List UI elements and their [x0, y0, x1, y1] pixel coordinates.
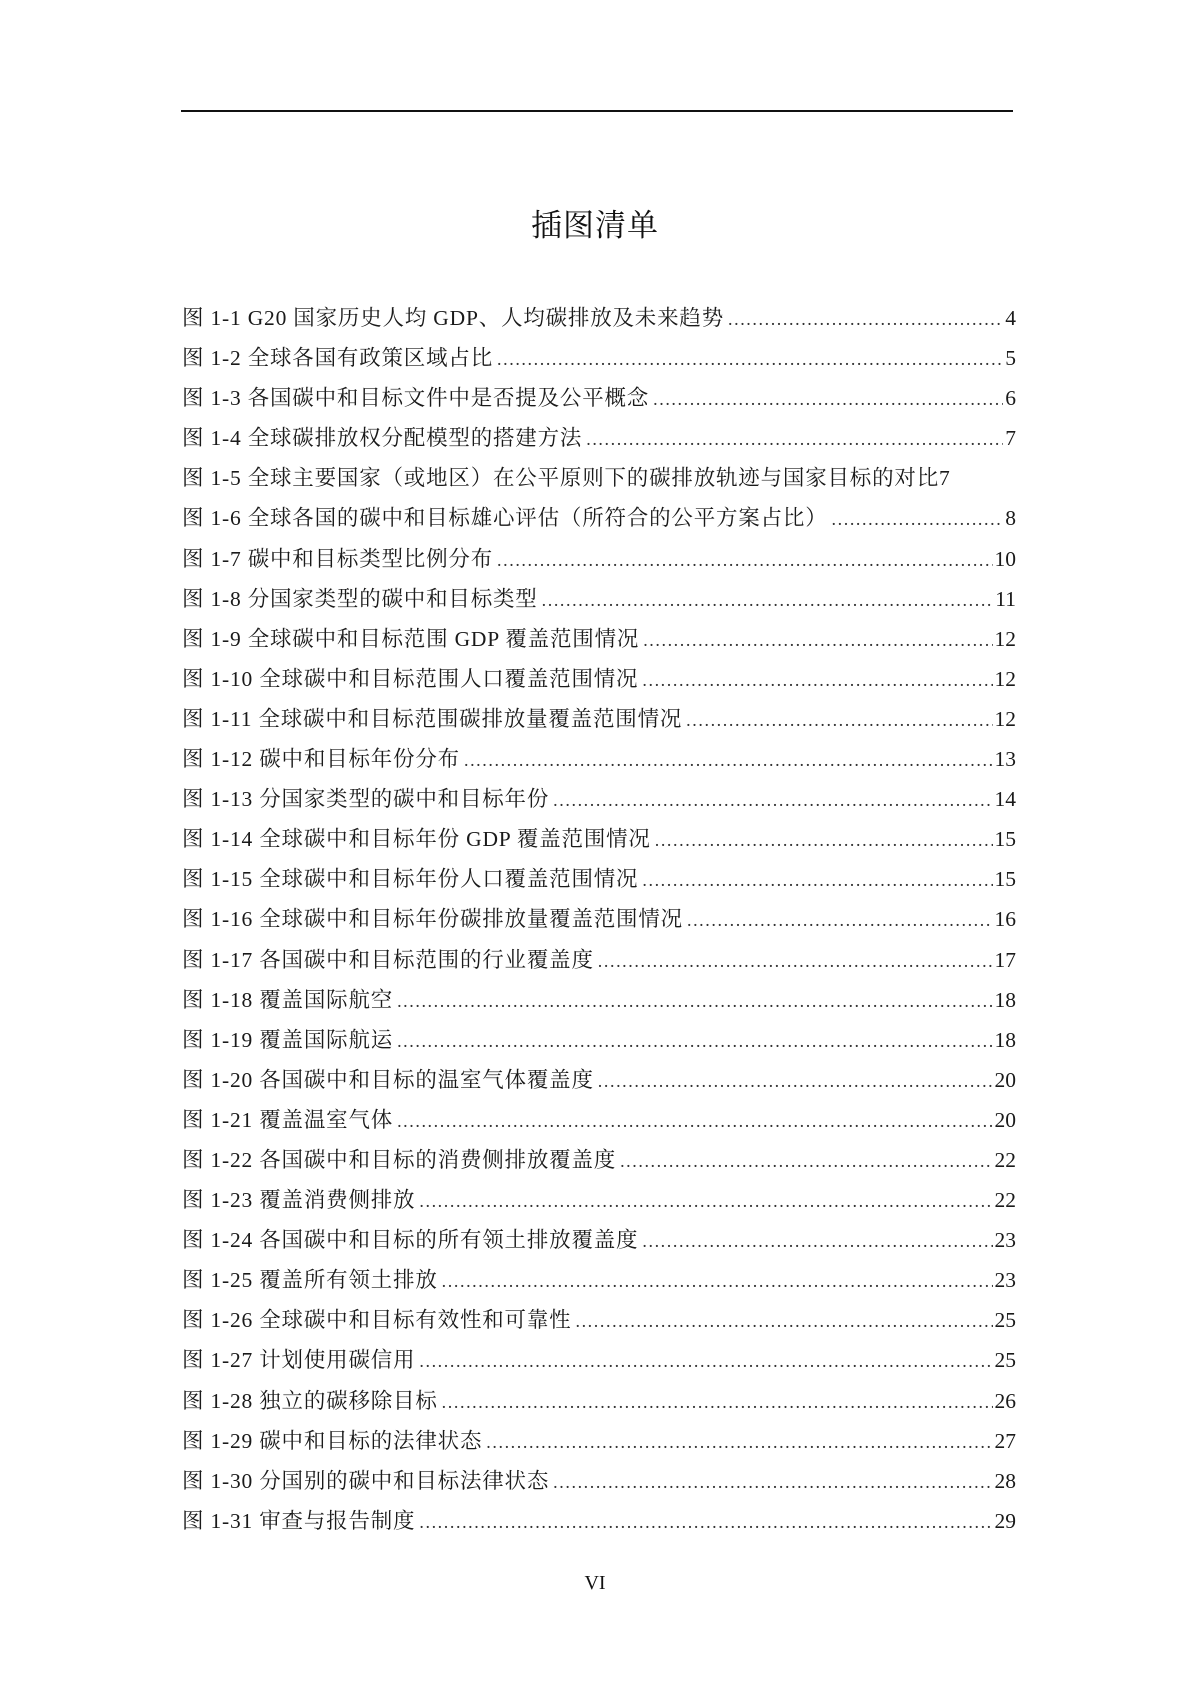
toc-entry[interactable] — [182, 1260, 1016, 1300]
toc-entry-page-number[interactable]: 23 — [994, 1228, 1016, 1253]
dot-leader — [397, 981, 992, 1021]
toc-entry-page-number[interactable]: 18 — [994, 987, 1016, 1012]
dot-leader — [655, 820, 993, 860]
dot-leader — [419, 1502, 992, 1542]
toc-entry[interactable] — [182, 1461, 1016, 1501]
toc-entry-page-number[interactable]: 5 — [1005, 346, 1016, 371]
dot-leader — [553, 780, 992, 820]
dot-leader — [642, 660, 992, 700]
toc-entry-title[interactable]: 图 1-28 独立的碳移除目标 — [182, 1388, 438, 1413]
toc-entry-page-number[interactable]: 13 — [994, 747, 1016, 772]
toc-entry-title[interactable]: 图 1-18 覆盖国际航空 — [182, 987, 394, 1012]
toc-entry-page-number[interactable]: 15 — [994, 867, 1016, 892]
toc-entry-page-number[interactable]: 16 — [994, 907, 1016, 932]
toc-entry-title[interactable]: 图 1-5 全球主要国家（或地区）在公平原则下的碳排放轨迹与国家目标的对比 — [182, 466, 940, 491]
toc-entry[interactable] — [182, 980, 1016, 1020]
dot-leader — [586, 419, 1003, 459]
toc-entry[interactable] — [182, 859, 1016, 899]
dot-leader — [686, 700, 992, 740]
toc-entry[interactable] — [182, 659, 1016, 699]
toc-entry-title[interactable]: 图 1-20 各国碳中和目标的温室气体覆盖度 — [182, 1067, 594, 1092]
toc-entry[interactable] — [182, 1381, 1016, 1421]
toc-entry[interactable] — [182, 1421, 1016, 1461]
dot-leader — [620, 1141, 992, 1181]
toc-entry-page-number[interactable]: 17 — [994, 947, 1016, 972]
toc-entry-title[interactable]: 图 1-25 覆盖所有领土排放 — [182, 1268, 438, 1293]
toc-entry-title[interactable]: 图 1-29 碳中和目标的法律状态 — [182, 1428, 483, 1453]
toc-entry[interactable] — [182, 1501, 1016, 1541]
dot-leader — [598, 1061, 993, 1101]
toc-entry-title[interactable]: 图 1-27 计划使用碳信用 — [182, 1348, 416, 1373]
dot-leader — [653, 379, 1003, 419]
toc-entry-page-number[interactable]: 12 — [994, 626, 1016, 651]
toc-entry-title[interactable]: 图 1-31 审查与报告制度 — [182, 1508, 416, 1533]
toc-entry[interactable] — [182, 739, 1016, 779]
toc-entry-title[interactable]: 图 1-26 全球碳中和目标有效性和可靠性 — [182, 1308, 572, 1333]
toc-entry-page-number[interactable]: 15 — [994, 827, 1016, 852]
toc-entry-title[interactable]: 图 1-19 覆盖国际航运 — [182, 1027, 394, 1052]
header-rule — [181, 110, 1013, 112]
toc-entry-page-number[interactable]: 20 — [994, 1067, 1016, 1092]
toc-entry[interactable] — [182, 1020, 1016, 1060]
dot-leader — [497, 339, 1003, 379]
dot-leader — [419, 1341, 992, 1381]
dot-leader — [497, 540, 992, 580]
toc-entry-page-number[interactable]: 11 — [995, 586, 1016, 611]
toc-entry-title[interactable]: 图 1-24 各国碳中和目标的所有领土排放覆盖度 — [182, 1228, 639, 1253]
toc-entry-page-number[interactable]: 12 — [994, 706, 1016, 731]
toc-entry-page-number[interactable]: 28 — [994, 1468, 1016, 1493]
toc-entry[interactable] — [182, 619, 1016, 659]
list-of-figures — [182, 298, 1016, 1541]
toc-entry[interactable] — [182, 1060, 1016, 1100]
page-title: 插图清单 — [531, 208, 659, 244]
toc-entry-page-number[interactable]: 25 — [994, 1308, 1016, 1333]
toc-entry-page-number[interactable]: 20 — [994, 1107, 1016, 1132]
toc-entry-page-number[interactable]: 25 — [994, 1348, 1016, 1373]
toc-entry[interactable] — [182, 1180, 1016, 1220]
dot-leader — [442, 1382, 993, 1422]
dot-leader — [464, 740, 993, 780]
toc-entry[interactable] — [182, 819, 1016, 859]
toc-entry-page-number[interactable]: 23 — [994, 1268, 1016, 1293]
toc-entry-title[interactable]: 图 1-13 分国家类型的碳中和目标年份 — [182, 787, 550, 812]
toc-entry-page-number[interactable]: 29 — [994, 1508, 1016, 1533]
toc-entry[interactable] — [182, 1100, 1016, 1140]
toc-entry-title[interactable]: 图 1-30 分国别的碳中和目标法律状态 — [182, 1468, 550, 1493]
toc-entry-page-number[interactable]: 22 — [994, 1188, 1016, 1213]
toc-entry-title[interactable]: 图 1-17 各国碳中和目标范围的行业覆盖度 — [182, 947, 594, 972]
toc-entry-title[interactable]: 图 1-2 全球各国有政策区域占比 — [182, 346, 494, 371]
toc-entry-title[interactable]: 图 1-14 全球碳中和目标年份 GDP 覆盖范围情况 — [182, 827, 651, 852]
toc-entry-title[interactable]: 图 1-1 G20 国家历史人均 GDP、人均碳排放及未来趋势 — [182, 306, 724, 330]
toc-entry-page-number[interactable]: 7 — [939, 466, 950, 491]
dot-leader — [486, 1422, 992, 1462]
toc-entry-page-number[interactable]: 7 — [1005, 426, 1016, 451]
toc-entry[interactable] — [182, 1300, 1016, 1340]
toc-entry-title[interactable]: 图 1-8 分国家类型的碳中和目标类型 — [182, 586, 538, 611]
dot-leader — [728, 299, 1003, 339]
dot-leader — [575, 1301, 992, 1341]
dot-leader — [542, 580, 994, 620]
toc-entry-page-number[interactable]: 8 — [1005, 506, 1016, 531]
toc-entry-title[interactable]: 图 1-16 全球碳中和目标年份碳排放量覆盖范围情况 — [182, 907, 683, 932]
toc-entry[interactable] — [182, 779, 1016, 819]
toc-entry[interactable] — [182, 378, 1016, 418]
toc-entry-page-number[interactable]: 12 — [994, 666, 1016, 691]
page-number-footer: VI — [584, 1572, 606, 1594]
toc-entry-page-number[interactable]: 27 — [994, 1428, 1016, 1453]
toc-entry-title[interactable]: 图 1-7 碳中和目标类型比例分布 — [182, 546, 494, 571]
toc-entry-page-number[interactable]: 10 — [994, 546, 1016, 571]
dot-leader — [553, 1462, 992, 1502]
toc-entry-page-number[interactable]: 14 — [994, 787, 1016, 812]
toc-entry-title[interactable]: 图 1-6 全球各国的碳中和目标雄心评估（所符合的公平方案占比） — [182, 506, 828, 531]
toc-entry-title[interactable]: 图 1-4 全球碳排放权分配模型的搭建方法 — [182, 426, 583, 451]
dot-leader — [687, 900, 993, 940]
toc-entry-page-number[interactable]: 26 — [994, 1388, 1016, 1413]
toc-entry[interactable] — [182, 1220, 1016, 1260]
toc-entry[interactable] — [182, 1340, 1016, 1380]
toc-entry[interactable] — [182, 579, 1016, 619]
toc-entry-page-number[interactable]: 6 — [1005, 386, 1016, 411]
toc-entry[interactable] — [182, 899, 1016, 939]
toc-entry-title[interactable]: 图 1-11 全球碳中和目标范围碳排放量覆盖范围情况 — [182, 706, 683, 731]
toc-entry-title[interactable]: 图 1-23 覆盖消费侧排放 — [182, 1188, 416, 1213]
dot-leader — [598, 941, 993, 981]
toc-entry-title[interactable]: 图 1-9 全球碳中和目标范围 GDP 覆盖范围情况 — [182, 626, 640, 651]
dot-leader — [397, 1021, 992, 1061]
dot-leader — [643, 620, 992, 660]
toc-entry[interactable] — [182, 1140, 1016, 1180]
toc-entry-title[interactable]: 图 1-12 碳中和目标年份分布 — [182, 747, 460, 772]
dot-leader — [442, 1261, 993, 1301]
toc-entry[interactable] — [182, 539, 1016, 579]
dot-leader — [642, 860, 992, 900]
toc-entry-page-number[interactable]: 22 — [994, 1147, 1016, 1172]
dot-leader — [642, 1221, 992, 1261]
toc-entry[interactable] — [182, 699, 1016, 739]
toc-entry-title[interactable]: 图 1-10 全球碳中和目标范围人口覆盖范围情况 — [182, 666, 639, 691]
toc-entry[interactable] — [182, 940, 1016, 980]
toc-entry[interactable] — [182, 418, 1016, 458]
toc-entry[interactable] — [182, 498, 1016, 538]
toc-entry[interactable] — [182, 298, 1016, 338]
toc-entry-title[interactable]: 图 1-21 覆盖温室气体 — [182, 1107, 394, 1132]
dot-leader — [832, 499, 1004, 539]
toc-entry-page-number[interactable]: 4 — [1005, 306, 1016, 330]
dot-leader — [397, 1101, 992, 1141]
toc-entry[interactable] — [182, 458, 1016, 498]
toc-entry-title[interactable]: 图 1-15 全球碳中和目标年份人口覆盖范围情况 — [182, 867, 639, 892]
toc-entry-page-number[interactable]: 18 — [994, 1027, 1016, 1052]
dot-leader — [419, 1181, 992, 1221]
toc-entry[interactable] — [182, 338, 1016, 378]
toc-entry-title[interactable]: 图 1-3 各国碳中和目标文件中是否提及公平概念 — [182, 386, 650, 411]
toc-entry-title[interactable]: 图 1-22 各国碳中和目标的消费侧排放覆盖度 — [182, 1147, 617, 1172]
